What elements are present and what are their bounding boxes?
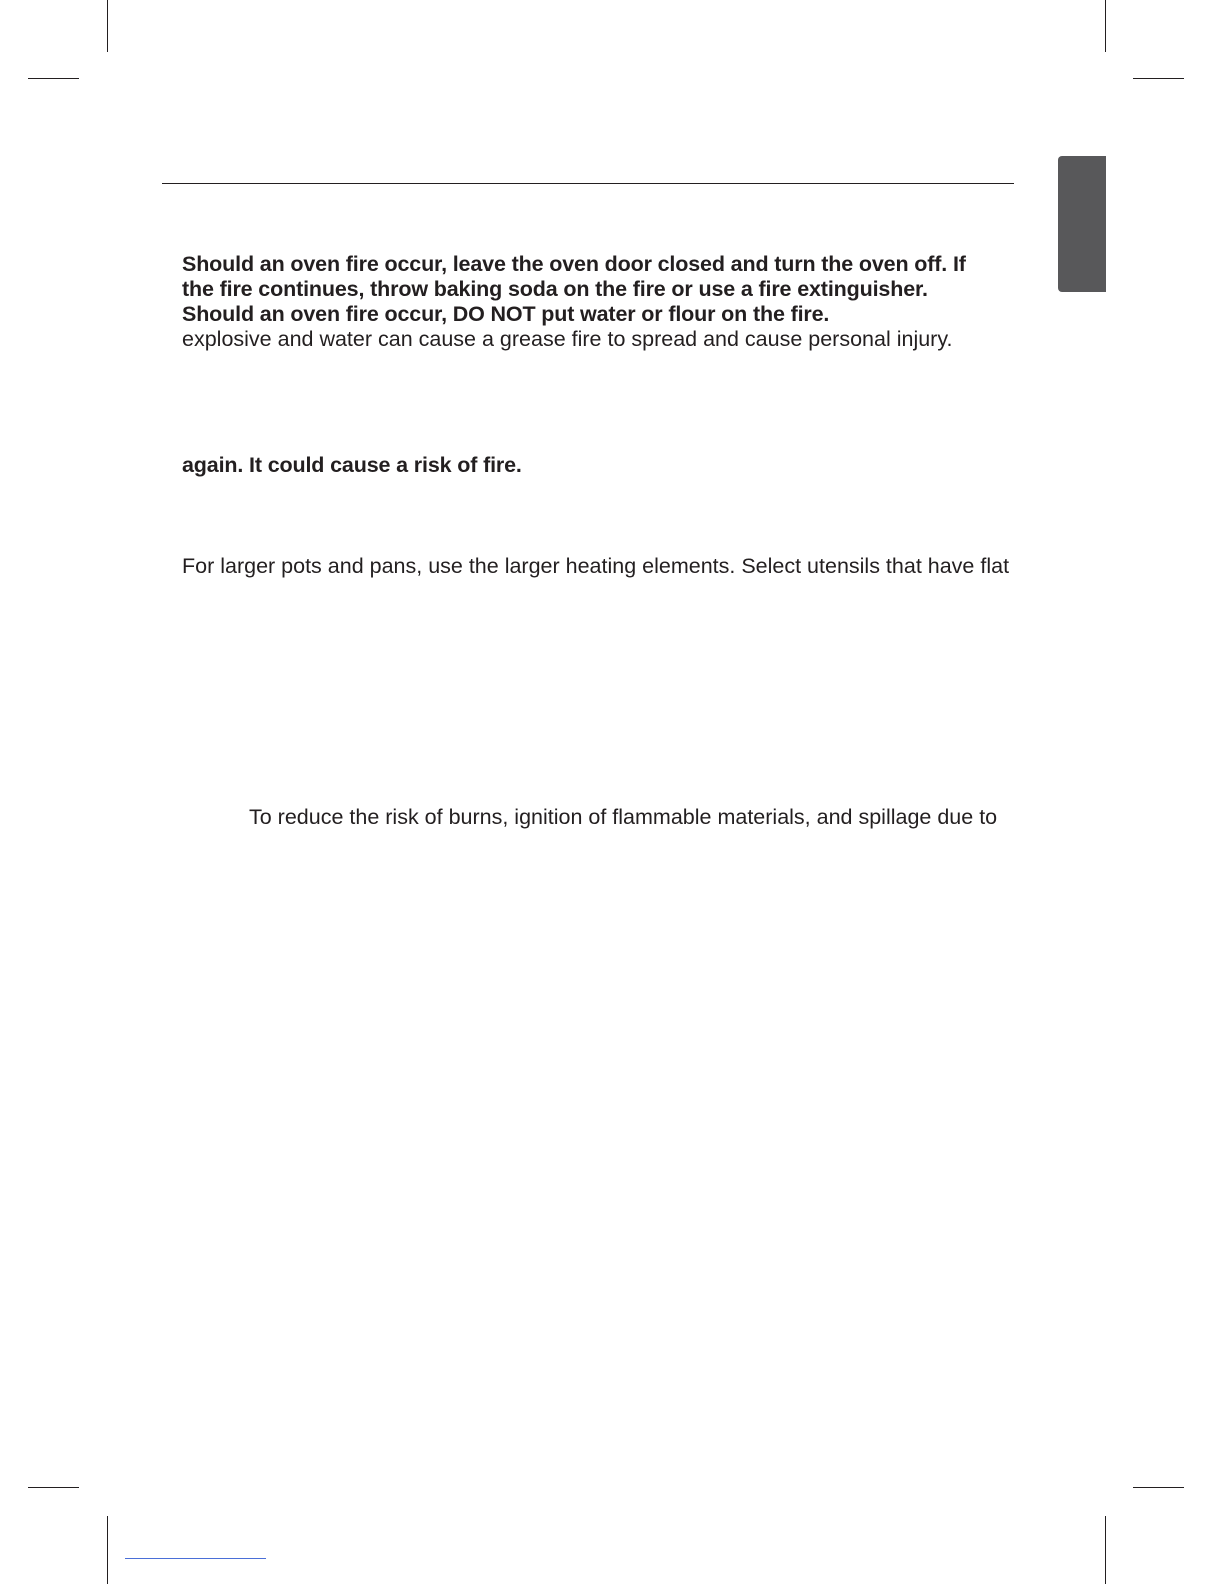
footer-link-underline: [125, 1558, 266, 1559]
warning-bold-line-3: Should an oven fire occur, DO NOT put water or flour on the fire.: [182, 302, 830, 326]
crop-mark-top-right-horizontal: [1133, 78, 1184, 79]
fire-risk-line: again. It could cause a risk of fire.: [182, 453, 522, 477]
crop-mark-bottom-right-horizontal: [1133, 1487, 1184, 1488]
burns-risk-line: To reduce the risk of burns, ignition of flammable materials, and spillage due to: [249, 805, 998, 829]
crop-mark-top-left-vertical: [107, 0, 108, 52]
crop-mark-top-left-horizontal: [28, 78, 79, 79]
crop-mark-top-right-vertical: [1105, 0, 1106, 52]
warning-bold-line-1: Should an oven fire occur, leave the oven door closed and turn the oven off. If: [182, 252, 966, 276]
warning-bold-line-2: the fire continues, throw baking soda on the fire or use a fire extinguisher.: [182, 277, 928, 301]
header-rule: [162, 183, 1014, 184]
crop-mark-bottom-left-horizontal: [28, 1487, 79, 1488]
section-side-tab: [1058, 156, 1106, 292]
warning-continuation-line: explosive and water can cause a grease fire to spread and cause personal injury.: [182, 327, 953, 351]
utensils-line: For larger pots and pans, use the larger heating elements. Select utensils that have flat: [182, 554, 1010, 578]
crop-mark-bottom-right-vertical: [1105, 1516, 1106, 1584]
crop-mark-bottom-left-vertical: [107, 1516, 108, 1584]
